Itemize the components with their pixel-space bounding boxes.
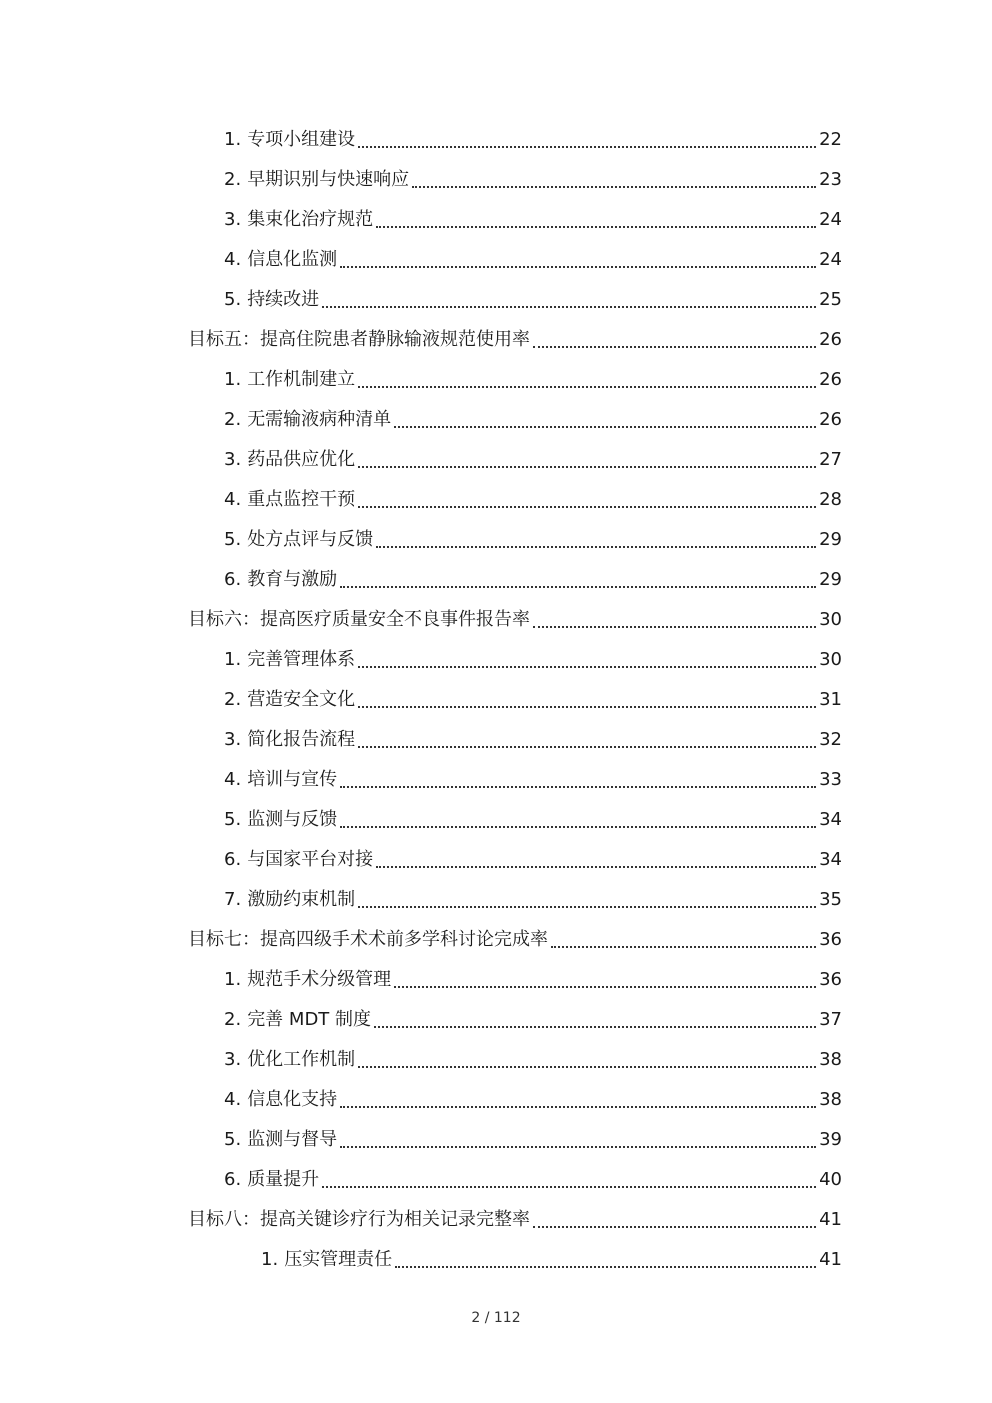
toc-dot-leader <box>358 466 816 468</box>
toc-subsection-entry[interactable] <box>0 1000 992 1040</box>
toc-subsection-entry[interactable] <box>0 960 992 1000</box>
toc-page-number: 35 <box>819 889 842 910</box>
toc-section-entry[interactable] <box>0 1200 992 1240</box>
toc-entry-text: 完善管理体系 <box>247 649 356 670</box>
toc-entry-text: 压实管理责任 <box>284 1249 393 1270</box>
toc-page-number: 28 <box>819 489 842 510</box>
toc-dot-leader <box>340 266 816 268</box>
toc-entry-number: 2. <box>224 169 242 190</box>
toc-dot-leader <box>340 586 816 588</box>
toc-entry-title <box>224 160 409 200</box>
toc-subsection-entry[interactable] <box>0 280 992 320</box>
toc-entry-title <box>188 1200 530 1240</box>
toc-dot-leader <box>394 986 816 988</box>
toc-entry-text: 目标七：提高四级手术术前多学科讨论完成率 <box>188 929 548 950</box>
toc-dot-leader <box>340 1146 816 1148</box>
toc-dot-leader <box>551 946 816 948</box>
toc-entry-text: 监测与反馈 <box>247 809 338 830</box>
toc-dot-leader <box>358 1066 816 1068</box>
toc-subsection-entry[interactable] <box>0 520 992 560</box>
toc-page-number: 38 <box>819 1089 842 1110</box>
toc-entry-text: 集束化治疗规范 <box>247 209 374 230</box>
table-of-contents <box>0 120 992 1280</box>
toc-dot-leader <box>533 626 816 628</box>
toc-dot-leader <box>358 386 816 388</box>
toc-entry-title <box>188 920 548 960</box>
toc-page-number: 29 <box>819 569 842 590</box>
toc-dot-leader <box>358 146 816 148</box>
toc-entry-text: 优化工作机制 <box>247 1049 356 1070</box>
toc-subsection-entry[interactable] <box>0 840 992 880</box>
toc-dot-leader <box>358 906 816 908</box>
toc-subsection-entry[interactable] <box>0 880 992 920</box>
toc-subsection-entry[interactable] <box>0 1120 992 1160</box>
toc-subsection-entry[interactable] <box>0 560 992 600</box>
toc-dot-leader <box>322 1186 816 1188</box>
toc-entry-number: 1. <box>224 129 242 150</box>
toc-entry-title <box>224 240 337 280</box>
toc-entry-text: 与国家平台对接 <box>247 849 374 870</box>
toc-entry-number: 1. <box>261 1249 279 1270</box>
toc-entry-text: 完善 MDT 制度 <box>247 1009 372 1030</box>
toc-entry-title <box>224 1080 337 1120</box>
toc-entry-title <box>224 280 319 320</box>
toc-page-number: 26 <box>819 369 842 390</box>
toc-entry-number: 5. <box>224 529 242 550</box>
toc-entry-number: 4. <box>224 1089 242 1110</box>
toc-dot-leader <box>412 186 816 188</box>
toc-entry-number: 1. <box>224 969 242 990</box>
toc-page-number: 31 <box>819 689 842 710</box>
toc-entry-number: 6. <box>224 569 242 590</box>
toc-subsection-entry[interactable] <box>0 120 992 160</box>
toc-entry-text: 处方点评与反馈 <box>247 529 374 550</box>
toc-page-number: 41 <box>819 1209 842 1230</box>
toc-entry-title <box>224 480 355 520</box>
toc-entry-number: 4. <box>224 769 242 790</box>
toc-dot-leader <box>340 826 816 828</box>
toc-subsection-entry[interactable] <box>0 760 992 800</box>
toc-page-number: 30 <box>819 609 842 630</box>
toc-entry-title <box>224 1000 371 1040</box>
toc-entry-text: 药品供应优化 <box>247 449 356 470</box>
toc-entry-text: 工作机制建立 <box>247 369 356 390</box>
toc-subsection-entry[interactable] <box>0 360 992 400</box>
toc-page-number: 37 <box>819 1009 842 1030</box>
toc-entry-text: 目标八：提高关键诊疗行为相关记录完整率 <box>188 1209 530 1230</box>
toc-subsection-entry[interactable] <box>0 240 992 280</box>
toc-entry-number: 1. <box>224 649 242 670</box>
toc-entry-text: 早期识别与快速响应 <box>247 169 410 190</box>
toc-entry-title <box>224 1040 355 1080</box>
toc-entry-number: 5. <box>224 1129 242 1150</box>
toc-entry-title <box>224 200 373 240</box>
toc-section-entry[interactable] <box>0 320 992 360</box>
toc-subsection-entry[interactable] <box>0 1160 992 1200</box>
toc-subsection-entry[interactable] <box>0 1240 992 1280</box>
toc-page-number: 24 <box>819 209 842 230</box>
toc-entry-text: 教育与激励 <box>247 569 338 590</box>
toc-dot-leader <box>358 506 816 508</box>
toc-entry-number: 7. <box>224 889 242 910</box>
toc-subsection-entry[interactable] <box>0 400 992 440</box>
toc-dot-leader <box>533 1226 816 1228</box>
toc-entry-title <box>224 840 373 880</box>
toc-page-number: 30 <box>819 649 842 670</box>
toc-entry-number: 4. <box>224 249 242 270</box>
page-indicator: 2 / 112 <box>471 1310 521 1326</box>
toc-entry-title <box>224 960 391 1000</box>
toc-subsection-entry[interactable] <box>0 440 992 480</box>
toc-entry-number: 5. <box>224 289 242 310</box>
toc-entry-number: 3. <box>224 729 242 750</box>
toc-subsection-entry[interactable] <box>0 200 992 240</box>
toc-dot-leader <box>358 706 816 708</box>
toc-entry-title <box>224 720 355 760</box>
toc-page-number: 25 <box>819 289 842 310</box>
toc-section-entry[interactable] <box>0 600 992 640</box>
toc-page-number: 23 <box>819 169 842 190</box>
toc-entry-text: 监测与督导 <box>247 1129 338 1150</box>
toc-page-number: 38 <box>819 1049 842 1070</box>
toc-entry-number: 3. <box>224 209 242 230</box>
toc-entry-number: 1. <box>224 369 242 390</box>
toc-subsection-entry[interactable] <box>0 1080 992 1120</box>
toc-entry-title <box>224 880 355 920</box>
toc-entry-text: 无需输液病种清单 <box>247 409 392 430</box>
toc-entry-number: 2. <box>224 1009 242 1030</box>
toc-entry-title <box>188 320 530 360</box>
toc-entry-title <box>224 560 337 600</box>
toc-entry-title <box>224 400 391 440</box>
toc-entry-text: 信息化监测 <box>247 249 338 270</box>
toc-page-number: 29 <box>819 529 842 550</box>
toc-entry-number: 2. <box>224 689 242 710</box>
toc-page-number: 39 <box>819 1129 842 1150</box>
toc-dot-leader <box>376 866 816 868</box>
toc-entry-text: 信息化支持 <box>247 1089 338 1110</box>
toc-entry-title <box>224 640 355 680</box>
toc-dot-leader <box>358 666 816 668</box>
toc-subsection-entry[interactable] <box>0 680 992 720</box>
toc-entry-text: 重点监控干预 <box>247 489 356 510</box>
toc-entry-number: 6. <box>224 1169 242 1190</box>
toc-entry-text: 规范手术分级管理 <box>247 969 392 990</box>
toc-entry-title <box>224 1120 337 1160</box>
toc-subsection-entry[interactable] <box>0 720 992 760</box>
toc-entry-text: 目标六：提高医疗质量安全不良事件报告率 <box>188 609 530 630</box>
toc-entry-text: 专项小组建设 <box>247 129 356 150</box>
toc-subsection-entry[interactable] <box>0 160 992 200</box>
toc-entry-number: 6. <box>224 849 242 870</box>
toc-dot-leader <box>340 1106 816 1108</box>
toc-entry-title <box>224 520 373 560</box>
toc-page-number: 41 <box>819 1249 842 1270</box>
toc-dot-leader <box>340 786 816 788</box>
toc-page-number: 40 <box>819 1169 842 1190</box>
toc-subsection-entry[interactable] <box>0 1040 992 1080</box>
toc-section-entry[interactable] <box>0 920 992 960</box>
toc-subsection-entry[interactable] <box>0 640 992 680</box>
toc-entry-title <box>224 120 355 160</box>
toc-entry-number: 3. <box>224 449 242 470</box>
toc-entry-text: 持续改进 <box>247 289 320 310</box>
toc-entry-title <box>188 600 530 640</box>
toc-dot-leader <box>533 346 816 348</box>
toc-dot-leader <box>322 306 816 308</box>
toc-entry-title <box>224 800 337 840</box>
page-number-footer <box>0 1310 992 1326</box>
toc-page-number: 24 <box>819 249 842 270</box>
toc-entry-title <box>224 760 337 800</box>
toc-page-number: 26 <box>819 329 842 350</box>
toc-entry-number: 3. <box>224 1049 242 1070</box>
toc-entry-text: 营造安全文化 <box>247 689 356 710</box>
toc-page-number: 34 <box>819 809 842 830</box>
toc-entry-number: 2. <box>224 409 242 430</box>
toc-entry-text: 激励约束机制 <box>247 889 356 910</box>
toc-page-number: 32 <box>819 729 842 750</box>
toc-page-number: 36 <box>819 969 842 990</box>
toc-subsection-entry[interactable] <box>0 800 992 840</box>
toc-page-number: 27 <box>819 449 842 470</box>
toc-subsection-entry[interactable] <box>0 480 992 520</box>
toc-page-number: 34 <box>819 849 842 870</box>
toc-entry-title <box>224 360 355 400</box>
toc-entry-text: 质量提升 <box>247 1169 320 1190</box>
toc-dot-leader <box>358 746 816 748</box>
toc-page-number: 36 <box>819 929 842 950</box>
toc-entry-title <box>224 680 355 720</box>
toc-entry-title <box>224 1160 319 1200</box>
toc-entry-text: 简化报告流程 <box>247 729 356 750</box>
toc-entry-title <box>261 1240 392 1280</box>
toc-entry-text: 目标五：提高住院患者静脉输液规范使用率 <box>188 329 530 350</box>
toc-entry-number: 4. <box>224 489 242 510</box>
toc-entry-title <box>224 440 355 480</box>
toc-dot-leader <box>376 546 816 548</box>
toc-dot-leader <box>374 1026 816 1028</box>
toc-dot-leader <box>394 426 816 428</box>
toc-page-number: 22 <box>819 129 842 150</box>
toc-entry-number: 5. <box>224 809 242 830</box>
toc-dot-leader <box>395 1266 816 1268</box>
toc-entry-text: 培训与宣传 <box>247 769 338 790</box>
toc-page-number: 26 <box>819 409 842 430</box>
toc-dot-leader <box>376 226 816 228</box>
toc-page-number: 33 <box>819 769 842 790</box>
